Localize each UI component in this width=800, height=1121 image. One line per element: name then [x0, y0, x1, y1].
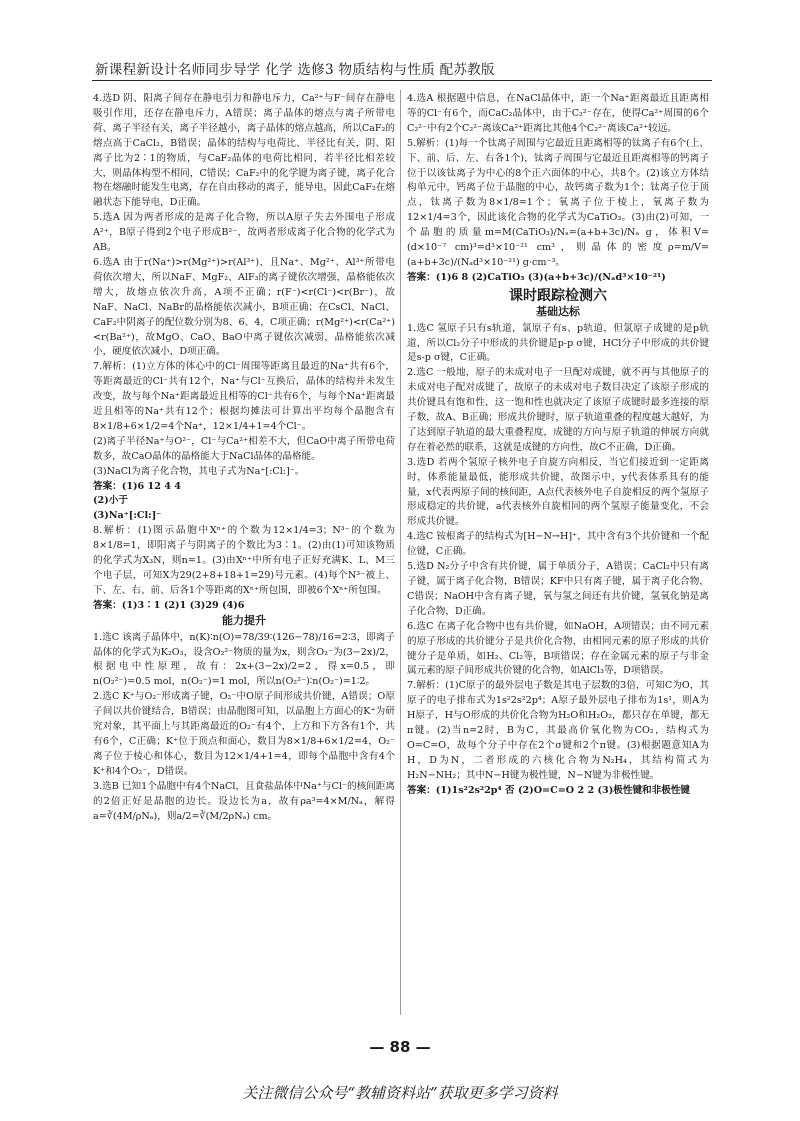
- left-answer-7-part3: (3)NaCl为离子化合物，其电子式为Na⁺[:Cl:]⁻。: [93, 465, 305, 477]
- right-column: [407, 92, 709, 799]
- ability-answer-3: 3.选B 已知1个晶胞中有4个NaCl，且食盐晶体中Na⁺与Cl⁻的核间距离的2倍正好是晶胞的边长。设边长为a，故有ρa³=4×M/Nₐ，解得a=∛(4M/ρNₐ)，则a/2=∛(M/2ρNₐ) cm。: [93, 780, 395, 822]
- basic-answer-2: 2.选C 一般地，原子的未成对电子一旦配对成键，就不再与其他原子的未成对电子配对成键了，故原子的未成对电子数目决定了该原子形成的共价键具有饱和性，这一饱和性也就决定了该原子成键时最多连接的原子数，故A、B正确；形成共价键时，原子轨道重叠的程度越大越好，为了达到原子轨道的最大重叠程度，成键的方向与原子轨道的伸展方向就存在着必然的联系，这就是成键的方向性，故C不正确，D正确。: [407, 367, 709, 453]
- left-answer-7-key-2: (2)小于: [93, 495, 128, 507]
- left-answer-7: 7.解析：(1)立方体的体心中的Cl⁻周围等距离且最近的Na⁺共有6个，等距离最近的Cl⁻共有12个，Na⁺与Cl⁻互换后，晶体的结构并未发生改变，故与每个Na⁺距离最近且相等的Cl⁻共有6个，与每个Na⁺距离最近且相等的Na⁺共有12个；根据均摊法可计算出平均每个晶胞含有8×1/8+6×1/2=4个Na⁺，12×1/4+1=4个Cl⁻。: [93, 361, 395, 432]
- left-answer-8-key: 答案：(1)3∶1 (2)1 (3)29 (4)6: [93, 599, 245, 611]
- left-answer-7-part2: (2)离子半径Na⁺与O²⁻，Cl⁻与Ca²⁺相差不大，但CaO中离子所带电荷数多，故CaO晶体的晶格能大于NaCl晶体的晶格能。: [93, 435, 395, 462]
- page-number: — 88 —: [369, 1038, 431, 1056]
- section-subtitle-basic: 基础达标: [536, 304, 580, 318]
- header-rule: [92, 80, 712, 81]
- column-divider: [400, 90, 401, 1015]
- ability-answer-1: 1.选C 该离子晶体中，n(K)∶n(O)=78/39∶(126−78)/16=2∶3，即离子晶体的化学式为K₂O₃，设含O₂²⁻物质的量为x，则含O₂⁻为(3−2x)/2，根据电中性原理，故有：2x+(3−2x)/2=2，得x=0.5，即n(O₂²⁻)=0.5 mol，n(O₂⁻)=1 mol，所以n(O₂²⁻)∶n(O₂⁻)=1∶2。: [93, 631, 395, 688]
- ability-answer-2: 2.选C K⁺与O₂⁻形成离子键，O₂⁻中O原子间形成共价键，A错误；O原子间以共价键结合，B错误；由晶胞图可知，以晶胞上方面心的K⁺为研究对象，其平面上与其距离最近的O₂⁻有4个，上方和下方各有1个，共有6个，C正确；K⁺位于顶点和面心，数目为8×1/8+6×1/2=4，O₂⁻离子位于棱心和体心，数目为12×1/4+1=4，即每个晶胞中含有4个K⁺和4个O₂⁻，D错误。: [93, 691, 395, 777]
- section-title-lesson: 课时跟踪检测六: [509, 287, 607, 304]
- left-column: [93, 92, 395, 824]
- basic-answer-3: 3.选D 若两个氢原子核外电子自旋方向相反，当它们接近到一定距离时，体系能量最低，能形成共价键，故图示中，y代表体系具有的能量，x代表两原子间的核间距，A点代表核外电子自旋相反的两个氢原子形成稳定的共价键，a代表核外自旋相同的两个氢原子能量变化，不会形成共价键。: [407, 456, 709, 528]
- basic-answer-7: 7.解析：(1)C原子的最外层电子数是其电子层数的3倍，可知C为O，其原子的电子排布式为1s²2s²2p⁴；A原子最外层电子排布为1s¹，则A为H原子，H与O形成的共价化合物为H₂O和H₂O₂，都只存在单键，都无π键。(2)当n=2时，B为C，其最高价氧化物为CO₂，结构式为O=C=O，故每个分子中存在2个σ键和2个π键。(3)根据题意知A为H，D为N，二者形成的六核化合物为N₂H₄，其结构简式为H₂N−NH₂；其中N−H键为极性键，N−N键为非极性键。: [407, 680, 709, 781]
- page-header: 新课程新设计名师同步导学 化学 选修3 物质结构与性质 配苏教版: [95, 62, 495, 78]
- right-answer-4: 4.选A 根据题中信息，在NaCl晶体中，距一个Na⁺距离最近且距离相等的Cl⁻有6个，而CaC₂晶体中，由于C₂²⁻存在，使得Ca²⁺周围的6个C₂²⁻中有2个C₂²⁻离该Ca²⁺距离比其他4个C₂²⁻离该Ca²⁺较远。: [407, 93, 709, 134]
- right-answer-5: 5.解析：(1)每一个钛离子周围与它最近且距离相等的钛离子有6个(上、下、前、后、左、右各1个)，钛离子周围与它最近且距离相等的钙离子位于以该钛离子为中心的8个正六面体的中心，共8个。(2)该立方体结构单元中，钙离子位于晶胞的中心，故钙离子数为1个；钛离子位于顶点，钛离子数为8×1/8=1个；氧离子位于棱上，氧离子数为12×1/4=3个，因此该化合物的化学式为CaTiO₃。(3)由(2)可知，一个晶胞的质量m=M(CaTiO₃)/Nₐ=(a+b+3c)/Nₐ g，体积V=(d×10⁻⁷ cm)³=d³×10⁻²¹ cm³，则晶体的密度ρ=m/V=(a+b+3c)/(Nₐd³×10⁻²¹) g·cm⁻³。: [407, 137, 709, 268]
- basic-answer-6: 6.选C 在离子化合物中也有共价键，如NaOH，A项错误；由不同元素的原子形成的共价键分子是共价化合物，由相同元素的原子形成的共价键分子是单质，如H₂、Cl₂等，B项错误；存在金属元素的原子与非金属元素的原子间形成共价键的化合物，如AlCl₃等，D项错误。: [407, 620, 709, 677]
- basic-answer-7-key: 答案：(1)1s²2s²2p⁴ 否 (2)O=C=O 2 2 (3)极性键和非极性键: [407, 784, 691, 796]
- left-answer-6: 6.选A 由于r(Na⁺)>r(Mg²⁺)>r(Al³⁺)，且Na⁺、Mg²⁺、Al³⁺所带电荷依次增大，所以NaF、MgF₂、AlF₃的离子键依次增强，晶格能依次增大，故熔点依次升高，A项不正确；r(F⁻)<r(Cl⁻)<r(Br⁻)，故NaF、NaCl、NaBr的晶格能依次减小，B项正确；在CsCl、NaCl、CaF₂中阴离子的配位数分别为8、6、4，C项正确；r(Mg²⁺)<r(Ca²⁺)<r(Ba²⁺)，故MgO、CaO、BaO中离子键依次减弱，晶格能依次减小，硬度依次减小，D项正确。: [93, 256, 395, 358]
- left-answer-5: 5.选A 因为两者形成的是离子化合物，所以A原子失去外围电子形成A²⁺，B原子得到2个电子形成B²⁻，故两者形成离子化合物的化学式为AB。: [93, 212, 395, 254]
- basic-answer-5: 5.选D N₂分子中含有共价键，属于单质分子，A错误；CaCl₂中只有离子键，属于离子化合物，B错误；KF中只有离子键，属于离子化合物，C错误；NaOH中含有离子键，氧与氢之间还有共价键，氢氧化钠是离子化合物，D正确。: [407, 561, 709, 617]
- right-answer-5-key: 答案：(1)6 8 (2)CaTiO₃ (3)(a+b+3c)/(Nₐd³×10⁻²¹): [407, 271, 666, 283]
- left-answer-7-key-3: (3)Na⁺[:Cl:]⁻: [93, 510, 162, 522]
- left-answer-4: 4.选D 阴、阳离子间存在静电引力和静电斥力，Ca²⁺与F⁻间存在静电吸引作用，还存在静电斥力，A错误；离子晶体的熔点与离子所带电荷、离子半径有关，离子半径越小，离子晶体的熔点越高，所以CaF₂的熔点高于CaCl₂，B错误；晶体的结构与电荷比、半径比有关，阴、阳离子比为2∶1的物质，与CaF₂晶体的电荷比相同，若半径比相差较大，则晶体构型不相同，C错误；CaF₂中的化学键为离子键，离子化合物在熔融时能发生电离，存在自由移动的离子，能导电，因此CaF₂在熔融状态下能导电，D正确。: [93, 93, 395, 209]
- basic-answer-4: 4.选C 铵根离子的结构式为[H−N→H]⁺，其中含有3个共价键和一个配位键，C正确。: [407, 531, 709, 558]
- footer-note: 关注微信公众号“教辅资料站”获取更多学习资料: [242, 1084, 558, 1102]
- basic-answer-1: 1.选C 氢原子只有s轨道，氯原子有s、p轨道，但氯原子成键的是p轨道，所以Cl₂分子中形成的共价键是p-p σ键，HCl分子中形成的共价键是s-p σ键，C正确。: [407, 322, 709, 364]
- section-title-ability: 能力提升: [222, 613, 266, 627]
- left-answer-8: 8.解析：(1)图示晶胞中Xⁿ⁺的个数为12×1/4=3；N³⁻的个数为8×1/8=1，即阳离子与阴离子的个数比为3∶1。(2)由(1)可知该物质的化学式为X₃N，则n=1。(3)由Xⁿ⁺中所有电子正好充满K、L、M三个电子层，可知X为29(2+8+18+1=29)号元素。(4)每个N³⁻被上、下、左、右、前、后各1个等距离的Xⁿ⁺所包围，即被6个Xⁿ⁺所包围。: [93, 525, 395, 596]
- left-answer-7-key-1: 答案：(1)6 12 4 4: [93, 480, 181, 492]
